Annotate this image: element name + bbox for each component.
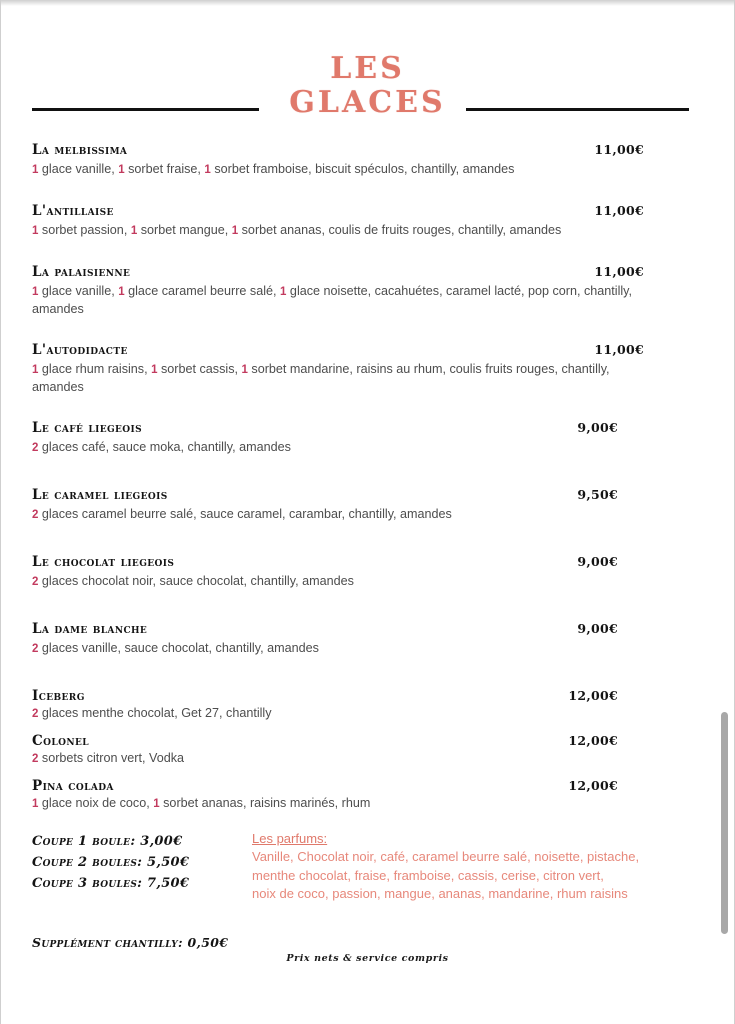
scoop-quantity: 1 <box>280 286 287 298</box>
scoop-quantity: 1 <box>118 286 125 298</box>
menu-item-description <box>32 573 652 591</box>
menu-item-name: Le café liegeois <box>32 420 143 436</box>
scoop-quantity: 1 <box>32 164 39 176</box>
menu-item <box>32 342 703 396</box>
scoop-quantity: 1 <box>32 798 39 810</box>
menu-item-description <box>32 640 652 658</box>
supplement-line: Supplément chantilly: 0,50€ <box>32 935 229 950</box>
description-text: glace caramel beurre salé, <box>124 284 281 298</box>
scoop-quantity: 1 <box>204 164 211 176</box>
description-text: sorbet ananas, raisins marinés, rhum <box>159 796 371 810</box>
coupe-price-line: Coupe 3 boules: 7,50€ <box>32 876 190 891</box>
scoop-quantity: 2 <box>32 708 39 720</box>
scoop-quantity: 2 <box>32 442 39 454</box>
menu-item-description <box>32 506 652 524</box>
menu-item-price: 9,00€ <box>577 420 618 435</box>
menu-item <box>32 733 703 768</box>
menu-item-head <box>32 142 703 158</box>
parfums-title: Les parfums: <box>252 831 328 846</box>
menu-item-head <box>32 554 703 570</box>
menu-item-description <box>32 795 652 813</box>
parfums-list <box>252 848 732 904</box>
description-text: glaces menthe chocolat, Get 27, chantilly <box>38 706 272 720</box>
footnote: Prix nets & service compris <box>286 953 449 964</box>
menu-group-alcoolisees <box>32 688 703 813</box>
coupe-price-line: Coupe 2 boules: 5,50€ <box>32 855 190 870</box>
description-text: glace noix de coco, <box>38 796 154 810</box>
menu-item <box>32 420 703 457</box>
description-text: glace noisette, cacahuétes, caramel lacté, pop corn, chantilly, amandes <box>32 284 633 316</box>
scoop-quantity: 1 <box>32 364 39 376</box>
menu-item <box>32 142 703 179</box>
menu-item-description <box>32 705 652 723</box>
menu-item-name: La dame blanche <box>32 621 148 637</box>
description-text: sorbet mandarine, raisins au rhum, coulis fruits rouges, chantilly, amandes <box>32 362 610 394</box>
menu-page-inner <box>11 8 724 1024</box>
scoop-quantity: 1 <box>241 364 248 376</box>
menu-item-name: Le chocolat liegeois <box>32 554 175 570</box>
scoop-quantity: 2 <box>32 576 39 588</box>
header-rule-right <box>466 108 689 111</box>
menu-item-price: 11,00€ <box>594 203 644 218</box>
scrollbar-track[interactable] <box>721 0 733 1024</box>
menu-item-name: Colonel <box>32 733 89 749</box>
menu-item-price: 11,00€ <box>594 142 644 157</box>
parfums-line: menthe chocolat, fraise, framboise, cassis, cerise, citron vert, <box>252 867 604 883</box>
menu-item-description <box>32 750 652 768</box>
description-text: sorbet passion, <box>38 223 131 237</box>
description-text: glaces caramel beurre salé, sauce caramel, carambar, chantilly, amandes <box>38 507 452 521</box>
scoop-quantity: 2 <box>32 643 39 655</box>
parfums-line: Vanille, Chocolat noir, café, caramel beurre salé, noisette, pistache, <box>252 849 640 864</box>
menu-group-coupes-composees <box>32 142 703 396</box>
scoop-quantity: 1 <box>32 286 39 298</box>
menu-item-head <box>32 420 703 436</box>
menu-item-name: Le caramel liegeois <box>32 487 168 503</box>
menu-item <box>32 487 703 524</box>
coupe-price-line: Coupe 1 boule: 3,00€ <box>32 834 183 849</box>
menu-item <box>32 264 703 318</box>
menu-item-head <box>32 342 703 358</box>
scoop-quantity: 1 <box>118 164 125 176</box>
menu-item-head <box>32 264 703 280</box>
description-text: sorbet mangue, <box>137 223 232 237</box>
menu-item-description <box>32 222 652 240</box>
scoop-quantity: 1 <box>130 225 138 237</box>
menu-item-head <box>32 487 703 503</box>
menu-item-name: Iceberg <box>32 688 85 704</box>
parfums-block <box>252 831 732 904</box>
menu-item-price: 11,00€ <box>594 342 644 357</box>
menu-item <box>32 554 703 591</box>
menu-item-description <box>32 439 652 457</box>
menu-item-description <box>32 283 652 318</box>
header-rule-left <box>32 108 259 111</box>
description-text: sorbet ananas, coulis de fruits rouges, chantilly, amandes <box>238 223 562 237</box>
menu-item <box>32 203 703 240</box>
scoop-quantity: 2 <box>32 753 39 765</box>
scrollbar-thumb[interactable] <box>721 712 728 934</box>
menu-item-head <box>32 733 703 749</box>
menu-item-price: 12,00€ <box>568 778 618 793</box>
menu-item <box>32 621 703 658</box>
description-text: glace vanille, <box>38 162 119 176</box>
description-text: sorbet fraise, <box>124 162 205 176</box>
page-title-line-1: LES <box>330 51 405 86</box>
menu-footer-block <box>32 831 703 964</box>
menu-item-name: L'antillaise <box>32 203 114 219</box>
menu-header <box>11 8 724 120</box>
menu-item-head <box>32 778 703 794</box>
menu-item-price: 11,00€ <box>594 264 644 279</box>
description-text: sorbet cassis, <box>157 362 242 376</box>
page-title-line-2: GLACES <box>289 85 446 120</box>
description-text: glaces café, sauce moka, chantilly, amandes <box>38 440 291 454</box>
description-text: glaces chocolat noir, sauce chocolat, chantilly, amandes <box>38 574 354 588</box>
menu-item-name: Pina colada <box>32 778 114 794</box>
scoop-quantity: 1 <box>32 225 39 237</box>
parfums-line: noix de coco, passion, mangue, ananas, mandarine, rhum raisins <box>252 886 628 901</box>
menu-item-head <box>32 621 703 637</box>
coupe-price-list <box>32 831 272 894</box>
scoop-quantity: 1 <box>151 364 158 376</box>
menu-item-price: 9,50€ <box>577 487 618 502</box>
menu-item <box>32 778 703 813</box>
description-text: glace rhum raisins, <box>38 362 152 376</box>
description-text: sorbets citron vert, Vodka <box>38 751 185 765</box>
menu-item-name: L'autodidacte <box>32 342 128 358</box>
menu-item-name: La palaisienne <box>32 264 131 280</box>
scoop-quantity: 1 <box>153 798 160 810</box>
menu-item-name: La melbissima <box>32 142 128 158</box>
menu-item-head <box>32 203 703 219</box>
menu-content <box>11 142 724 964</box>
menu-item-description <box>32 361 652 396</box>
menu-item-price: 9,00€ <box>577 621 618 636</box>
menu-item-price: 12,00€ <box>568 733 618 748</box>
description-text: sorbet framboise, biscuit spéculos, chantilly, amandes <box>210 162 515 176</box>
menu-item-head <box>32 688 703 704</box>
menu-item-description <box>32 161 652 179</box>
menu-group-liegeois <box>32 420 703 658</box>
scoop-quantity: 1 <box>231 225 239 237</box>
menu-item-price: 12,00€ <box>568 688 618 703</box>
description-text: glace vanille, <box>38 284 119 298</box>
description-text: glaces vanille, sauce chocolat, chantilly, amandes <box>38 641 319 655</box>
menu-item <box>32 688 703 723</box>
scoop-quantity: 2 <box>32 509 39 521</box>
menu-item-price: 9,00€ <box>577 554 618 569</box>
